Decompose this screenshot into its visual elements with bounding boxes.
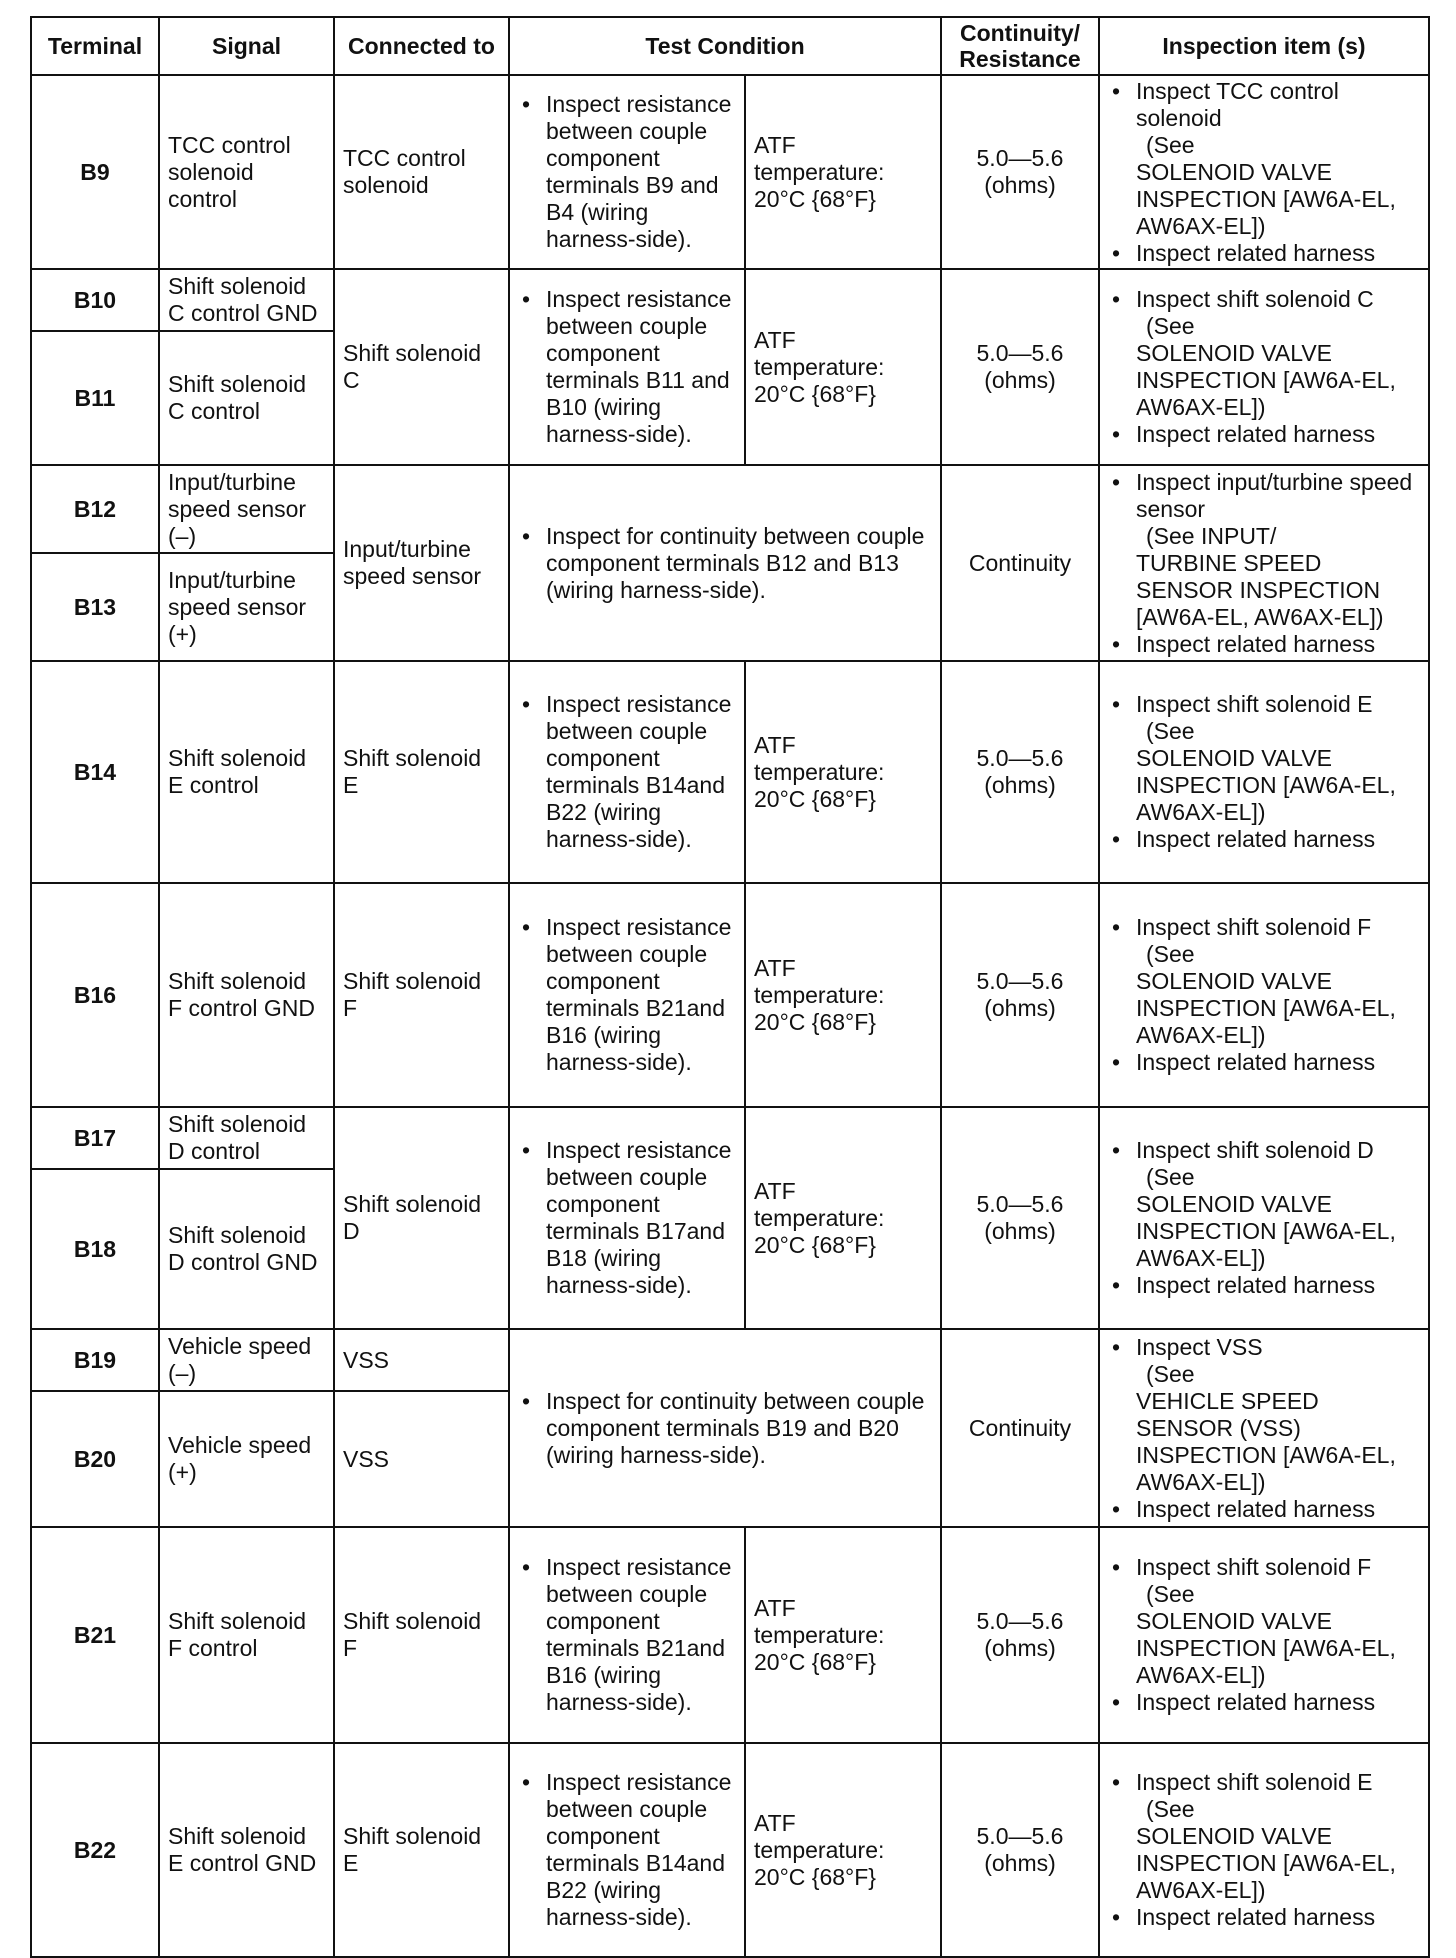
continuity-value-cell: Continuity [941,1329,1099,1527]
table-row [31,883,1429,1107]
connected-to-cell: VSS [334,1329,509,1391]
inspection-item: • Inspect related harness [1136,631,1420,658]
atf-temperature-cell: ATF temperature: 20°C {68°F} [745,1527,941,1743]
inspection-items-cell [1099,1329,1429,1527]
test-condition-text: • Inspect resistance between couple component terminals B21and B16 (wiring harness-side). [546,1554,736,1716]
terminal-cell: B18 [31,1169,159,1329]
test-condition-text: • Inspect resistance between couple component terminals B21and B16 (wiring harness-side). [546,914,736,1076]
connected-to-cell: Shift solenoid E [334,661,509,883]
inspection-items-cell [1099,661,1429,883]
resistance-value-cell: 5.0—5.6 (ohms) [941,1743,1099,1957]
signal-cell: Shift solenoid F control [159,1527,334,1743]
inspection-item: Inspect shift solenoid D [1136,1137,1374,1163]
inspection-item: • Inspect related harness [1136,1049,1420,1076]
procedure-reference: SOLENOID VALVE INSPECTION [AW6A-EL, AW6AX-EL]) [1136,745,1396,825]
table-row [31,269,1429,331]
atf-temperature-cell: ATF temperature: 20°C {68°F} [745,661,941,883]
continuity-value-cell: Continuity [941,465,1099,661]
header-connected-to: Connected to [334,17,509,75]
terminal-cell: B11 [31,331,159,465]
inspection-item: Inspect VSS [1136,1333,1263,1360]
see-text: (See [1146,313,1195,339]
test-condition-text: • Inspect for continuity between couple component terminals B19 and B20 (wiring harness-side). [546,1388,932,1469]
inspection-item: • Inspect related harness [1136,1904,1420,1931]
signal-cell: Vehicle speed (+) [159,1391,334,1527]
resistance-value-cell: 5.0—5.6 (ohms) [941,1107,1099,1329]
test-condition-cell [509,1743,745,1957]
header-terminal: Terminal [31,17,159,75]
resistance-value-cell: 5.0—5.6 (ohms) [941,269,1099,465]
test-condition-cell [509,661,745,883]
inspection-item: • Inspect related harness [1136,1272,1420,1299]
connected-to-cell: Shift solenoid F [334,883,509,1107]
header-continuity-resistance: Continuity/ Resistance [941,17,1099,75]
see-text: (See [1146,1581,1195,1607]
resistance-value-cell: 5.0—5.6 (ohms) [941,75,1099,269]
terminal-inspection-table [30,16,1430,1958]
inspection-item: • Inspect related harness [1136,1496,1420,1523]
procedure-reference: VEHICLE SPEED SENSOR (VSS) INSPECTION [AW6A-EL, AW6AX-EL]) [1136,1387,1396,1495]
terminal-cell: B22 [31,1743,159,1957]
inspection-items-cell [1099,883,1429,1107]
test-condition-text: • Inspect resistance between couple component terminals B9 and B4 (wiring harness-side). [546,91,736,253]
signal-cell: Shift solenoid F control GND [159,883,334,1107]
terminal-cell: B17 [31,1107,159,1169]
inspection-item: Inspect shift solenoid C [1136,286,1374,312]
connected-to-cell: Shift solenoid E [334,1743,509,1957]
connected-to-cell: Input/turbine speed sensor [334,465,509,661]
inspection-item: Inspect shift solenoid E [1136,1769,1373,1795]
procedure-reference: SOLENOID VALVE INSPECTION [AW6A-EL, AW6AX-EL]) [1136,1823,1396,1903]
procedure-reference: TURBINE SPEED SENSOR INSPECTION [AW6A-EL, AW6AX-EL]) [1136,549,1384,630]
test-condition-text: • Inspect resistance between couple component terminals B14and B22 (wiring harness-side). [546,691,736,853]
signal-cell: Shift solenoid D control GND [159,1169,334,1329]
signal-cell: Input/turbine speed sensor (–) [159,465,334,553]
terminal-cell: B12 [31,465,159,553]
signal-cell: Shift solenoid C control GND [159,269,334,331]
test-condition-text: • Inspect resistance between couple component terminals B17and B18 (wiring harness-side). [546,1137,736,1299]
inspection-item: • Inspect related harness [1136,240,1420,267]
test-condition-cell [509,883,745,1107]
inspection-items-cell [1099,269,1429,465]
signal-cell: Vehicle speed (–) [159,1329,334,1391]
signal-cell: TCC control solenoid control [159,75,334,269]
terminal-cell: B10 [31,269,159,331]
connected-to-cell: Shift solenoid C [334,269,509,465]
terminal-cell: B20 [31,1391,159,1527]
inspection-items-cell [1099,465,1429,661]
test-condition-text: • Inspect resistance between couple component terminals B11 and B10 (wiring harness-side). [546,286,736,448]
inspection-item: Inspect shift solenoid F [1136,914,1372,940]
test-condition-text: • Inspect for continuity between couple component terminals B12 and B13 (wiring harness-side). [546,523,932,604]
connected-to-cell: VSS [334,1391,509,1527]
test-condition-cell [509,1107,745,1329]
table-row [31,1329,1429,1391]
inspection-item: Inspect shift solenoid E [1136,691,1373,717]
see-text: (See [1146,1164,1195,1190]
header-signal: Signal [159,17,334,75]
signal-cell: Shift solenoid D control [159,1107,334,1169]
table-row [31,465,1429,553]
signal-cell: Input/turbine speed sensor (+) [159,553,334,661]
inspection-item: Inspect shift solenoid F [1136,1554,1372,1580]
terminal-cell: B21 [31,1527,159,1743]
test-condition-cell [509,465,941,661]
signal-cell: Shift solenoid E control [159,661,334,883]
procedure-reference: SOLENOID VALVE INSPECTION [AW6A-EL, AW6AX-EL]) [1136,1191,1396,1271]
resistance-value-cell: 5.0—5.6 (ohms) [941,1527,1099,1743]
terminal-cell: B14 [31,661,159,883]
see-text: (See [1146,131,1195,158]
inspection-items-cell [1099,1743,1429,1957]
procedure-reference: SOLENOID VALVE INSPECTION [AW6A-EL, AW6AX-EL]) [1136,340,1396,420]
table-row [31,661,1429,883]
header-row [31,17,1429,75]
see-text: (See [1146,1796,1195,1822]
atf-temperature-cell: ATF temperature: 20°C {68°F} [745,1743,941,1957]
header-inspection-items: Inspection item (s) [1099,17,1429,75]
test-condition-cell [509,269,745,465]
resistance-value-cell: 5.0—5.6 (ohms) [941,883,1099,1107]
procedure-reference: SOLENOID VALVE INSPECTION [AW6A-EL, AW6AX-EL]) [1136,1608,1396,1688]
inspection-item: Inspect input/turbine speed sensor [1136,468,1413,522]
table-row [31,1743,1429,1957]
see-text: (See INPUT/ [1146,522,1277,549]
see-text: (See [1146,718,1195,744]
terminal-cell: B19 [31,1329,159,1391]
atf-temperature-cell: ATF temperature: 20°C {68°F} [745,75,941,269]
terminal-cell: B13 [31,553,159,661]
see-text: (See [1146,941,1195,967]
test-condition-text: • Inspect resistance between couple component terminals B14and B22 (wiring harness-side). [546,1769,736,1931]
table-row [31,1107,1429,1169]
see-text: (See [1146,1360,1195,1387]
atf-temperature-cell: ATF temperature: 20°C {68°F} [745,1107,941,1329]
signal-cell: Shift solenoid E control GND [159,1743,334,1957]
inspection-item: • Inspect related harness [1136,826,1420,853]
inspection-items-cell [1099,1107,1429,1329]
header-test-condition: Test Condition [509,17,941,75]
inspection-items-cell [1099,75,1429,269]
inspection-items-cell [1099,1527,1429,1743]
signal-cell: Shift solenoid C control [159,331,334,465]
inspection-item: Inspect TCC control solenoid [1136,77,1339,131]
atf-temperature-cell: ATF temperature: 20°C {68°F} [745,883,941,1107]
procedure-reference: SOLENOID VALVE INSPECTION [AW6A-EL, AW6AX-EL]) [1136,968,1396,1048]
resistance-value-cell: 5.0—5.6 (ohms) [941,661,1099,883]
test-condition-cell [509,1329,941,1527]
inspection-item: • Inspect related harness [1136,1689,1420,1716]
terminal-cell: B16 [31,883,159,1107]
connected-to-cell: TCC control solenoid [334,75,509,269]
test-condition-cell [509,75,745,269]
connected-to-cell: Shift solenoid F [334,1527,509,1743]
terminal-cell: B9 [31,75,159,269]
connected-to-cell: Shift solenoid D [334,1107,509,1329]
atf-temperature-cell: ATF temperature: 20°C {68°F} [745,269,941,465]
table-row [31,75,1429,269]
inspection-item: • Inspect related harness [1136,421,1420,448]
test-condition-cell [509,1527,745,1743]
table-row [31,1527,1429,1743]
procedure-reference: SOLENOID VALVE INSPECTION [AW6A-EL, AW6AX-EL]) [1136,158,1396,239]
